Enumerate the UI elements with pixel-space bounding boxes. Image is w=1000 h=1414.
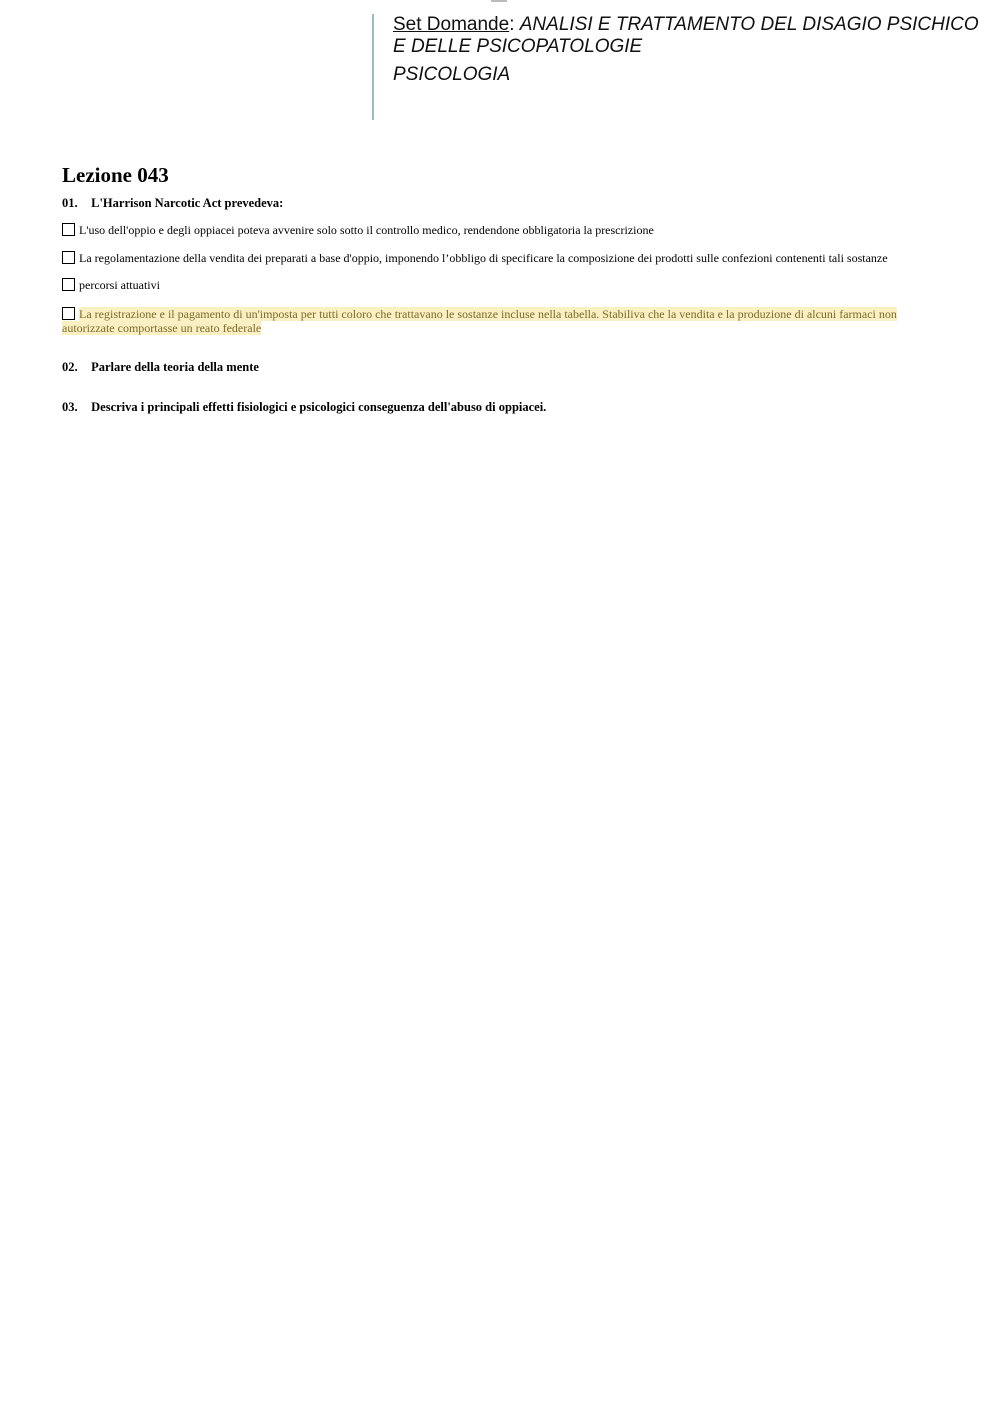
answer-option <box>62 278 932 292</box>
question-01 <box>62 196 283 211</box>
page-top-mark <box>491 0 507 2</box>
header-divider <box>372 14 374 120</box>
answer-option <box>62 251 932 265</box>
answer-option-highlighted <box>62 307 932 335</box>
option-text: percorsi attuativi <box>79 278 160 292</box>
option-checkbox[interactable] <box>62 223 75 236</box>
question-text: Descriva i principali effetti fisiologici e psicologici conseguenza dell'abuso di oppiacei. <box>91 400 547 414</box>
option-checkbox[interactable] <box>62 307 75 320</box>
header-label: Set Domande <box>393 14 510 35</box>
question-text: Parlare della teoria della mente <box>91 360 259 374</box>
question-number: 01. <box>62 196 78 210</box>
option-text: L'uso dell'oppio e degli oppiacei poteva avvenire solo sotto il controllo medico, rendendone obbligatoria la prescrizione <box>79 223 654 237</box>
question-02 <box>62 360 259 375</box>
question-03 <box>62 400 546 415</box>
question-number: 03. <box>62 400 78 414</box>
header-subject: ANALISI E TRATTAMENTO DEL DISAGIO PSICHICO E DELLE PSICOPATOLOGIE <box>393 14 979 57</box>
question-text: L'Harrison Narcotic Act prevedeva: <box>91 196 284 210</box>
option-checkbox[interactable] <box>62 278 75 291</box>
document-header <box>393 14 993 86</box>
option-text-highlighted: La registrazione e il pagamento di un'imposta per tutti coloro che trattavano le sostanze incluse nella tabella. Stabiliva che la vendita e la produzione di alcuni farmaci non autorizzate comportasse un reato federale <box>62 307 897 335</box>
header-category: PSICOLOGIA <box>393 64 511 85</box>
option-text: La regolamentazione della vendita dei preparati a base d'oppio, imponendo l’obbligo di specificare la composizione dei prodotti sulle confezioni contenenti tali sostanze <box>79 251 888 265</box>
answer-option <box>62 223 932 237</box>
header-subject-line <box>393 14 993 58</box>
lesson-title: Lezione 043 <box>62 163 169 187</box>
question-number: 02. <box>62 360 78 374</box>
header-separator: : <box>509 14 515 35</box>
option-checkbox[interactable] <box>62 251 75 264</box>
